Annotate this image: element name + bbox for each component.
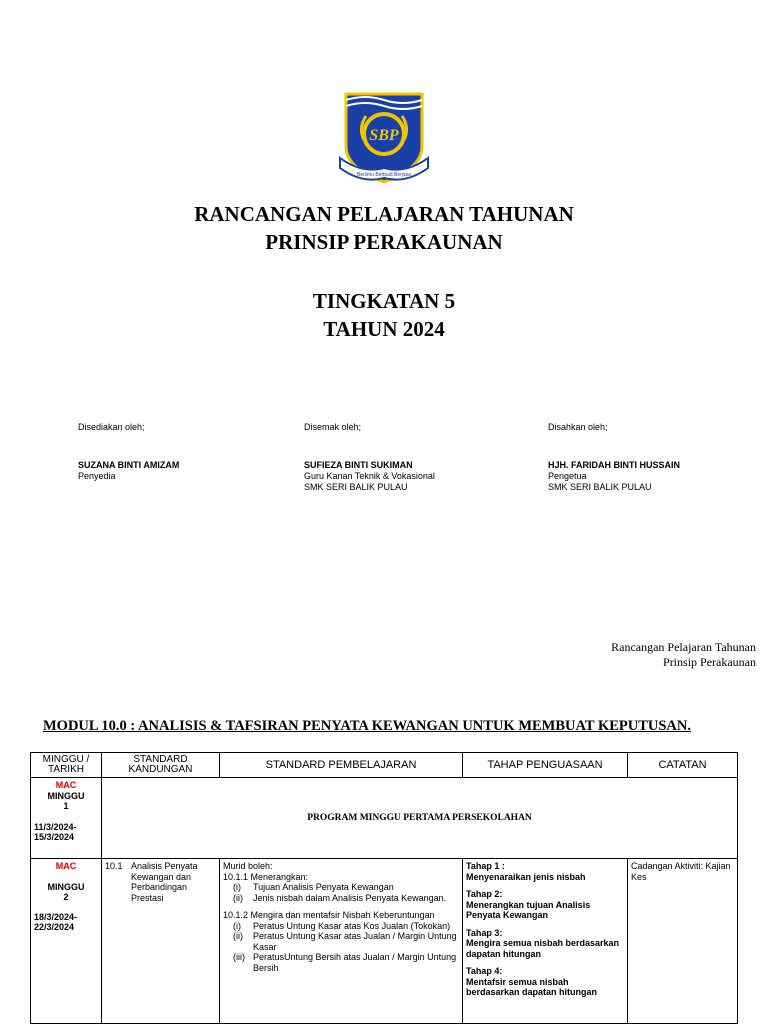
col-header-learning-standard: STANDARD PEMBELAJARAN: [220, 753, 463, 778]
level-3-heading: Tahap 3:: [466, 927, 503, 938]
content-standard-cell: [102, 859, 220, 1024]
notes-cell: Cadangan Aktiviti: Kajian Kes: [628, 859, 738, 1024]
level-4-heading: Tahap 4:: [466, 966, 503, 976]
learning-standard-intro: Murid boleh:: [223, 861, 273, 871]
level-1-desc: Menyenaraikan jenis nisbah: [466, 871, 586, 882]
table-row: [31, 859, 738, 1024]
level-4-desc: Mentafsir semua nisbah berdasarkan dapatan hitungan: [466, 976, 598, 997]
content-standard-number: 10.1: [105, 861, 123, 871]
week-cell: [31, 859, 102, 1024]
col-header-notes: CATATAN: [628, 753, 738, 778]
signature-role: Penyedia: [78, 471, 116, 481]
list-item: (i) Tujuan Analisis Penyata Kewangan: [233, 882, 394, 892]
week-label: MINGGU: [47, 790, 85, 801]
signature-label: Disediakan oleh;: [78, 422, 145, 432]
signature-label: Disemak oleh;: [304, 422, 362, 432]
document-title-line2: PRINSIP PERAKAUNAN: [265, 230, 503, 254]
document-title-line4: TAHUN 2024: [323, 317, 445, 341]
signature-label: Disahkan oleh;: [548, 422, 608, 432]
signature-role: Guru Kanan Teknik & Vokasional: [304, 471, 435, 481]
signature-name: HJH. FARIDAH BINTI HUSSAIN: [548, 460, 681, 470]
level-1-heading: Tahap 1 :: [466, 861, 505, 871]
col-header-performance-level: TAHAP PENGUASAAN: [463, 753, 628, 778]
level-2-heading: Tahap 2:: [466, 889, 503, 899]
week-dates: 11/3/2024-15/3/2024: [34, 821, 77, 842]
signature-name: SUFIEZA BINTI SUKIMAN: [304, 460, 413, 470]
page-header-line2: Prinsip Perakaunan: [663, 655, 756, 669]
signature-prepared: [78, 422, 179, 482]
module-title: MODUL 10.0 : ANALISIS & TAFSIRAN PENYATA KEWANGAN UNTUK MEMBUAT KEPUTUSAN.: [42, 718, 691, 734]
list-item: (iii) PeratusUntung Bersih atas Jualan / Margin Untung Bersih: [233, 952, 457, 973]
signature-checked: [304, 422, 435, 493]
document-title-line1: RANCANGAN PELAJARAN TAHUNAN: [194, 202, 574, 226]
list-item: (ii) Jenis nisbah dalam Analisis Penyata Kewangan.: [233, 892, 447, 903]
document-title-line3: TINGKATAN 5: [312, 289, 456, 313]
table-header-row: [31, 753, 738, 778]
page-header: [611, 640, 756, 670]
col-header-week: MINGGU / TARIKH: [31, 753, 102, 778]
learning-standard-cell: [220, 859, 463, 1024]
week-dates: 18/3/2024-22/3/2024: [34, 911, 78, 932]
learning-standard-1-title: 10.1.1 Menerangkan:: [223, 871, 309, 882]
school-crest-logo: [332, 88, 436, 192]
performance-level-cell: [463, 859, 628, 1024]
signature-name: SUZANA BINTI AMIZAM: [78, 460, 180, 470]
week-label: MINGGU: [47, 881, 85, 892]
month-label: MAC: [55, 861, 77, 871]
content-standard-text: Analisis Penyata Kewangan dan Perbandingan Prestasi: [131, 861, 198, 903]
signature-role: Pengetua: [548, 471, 587, 481]
week-cell: [31, 778, 102, 859]
program-cell: PROGRAM MINGGU PERTAMA PERSEKOLAHAN: [102, 778, 738, 859]
signature-school: SMK SERI BALIK PULAU: [548, 482, 652, 492]
page-header-line1: Rancangan Pelajaran Tahunan: [611, 640, 756, 654]
crest-monogram: SBP: [369, 127, 399, 144]
week-number: 2: [63, 892, 69, 902]
list-item: (ii) Peratus Untung Kasar atas Jualan / Margin Untung Kasar: [233, 931, 457, 952]
level-3-desc: Mengira semua nisbah berdasarkan dapatan hitungan: [466, 938, 620, 959]
learning-standard-1-list: [223, 882, 459, 903]
learning-standard-2-title: 10.1.2 Mengira dan mentafsir Nisbah Keberuntungan: [223, 910, 435, 920]
table-row: [31, 778, 738, 859]
list-item: (i) Peratus Untung Kasar atas Kos Jualan (Tokokan): [233, 920, 451, 931]
col-header-content-standard: STANDARD KANDUNGAN: [102, 753, 220, 778]
signature-approved: [548, 422, 680, 493]
lesson-plan-table: [30, 752, 738, 1024]
learning-standard-2-list: [223, 921, 459, 974]
week-number: 1: [63, 801, 69, 811]
crest-motto: Berilmu Berbudi Berjasa: [357, 172, 411, 178]
month-label: MAC: [55, 780, 77, 790]
level-2-desc: Menerangkan tujuan Analisis Penyata Kewangan: [466, 899, 591, 920]
signature-school: SMK SERI BALIK PULAU: [304, 482, 408, 492]
